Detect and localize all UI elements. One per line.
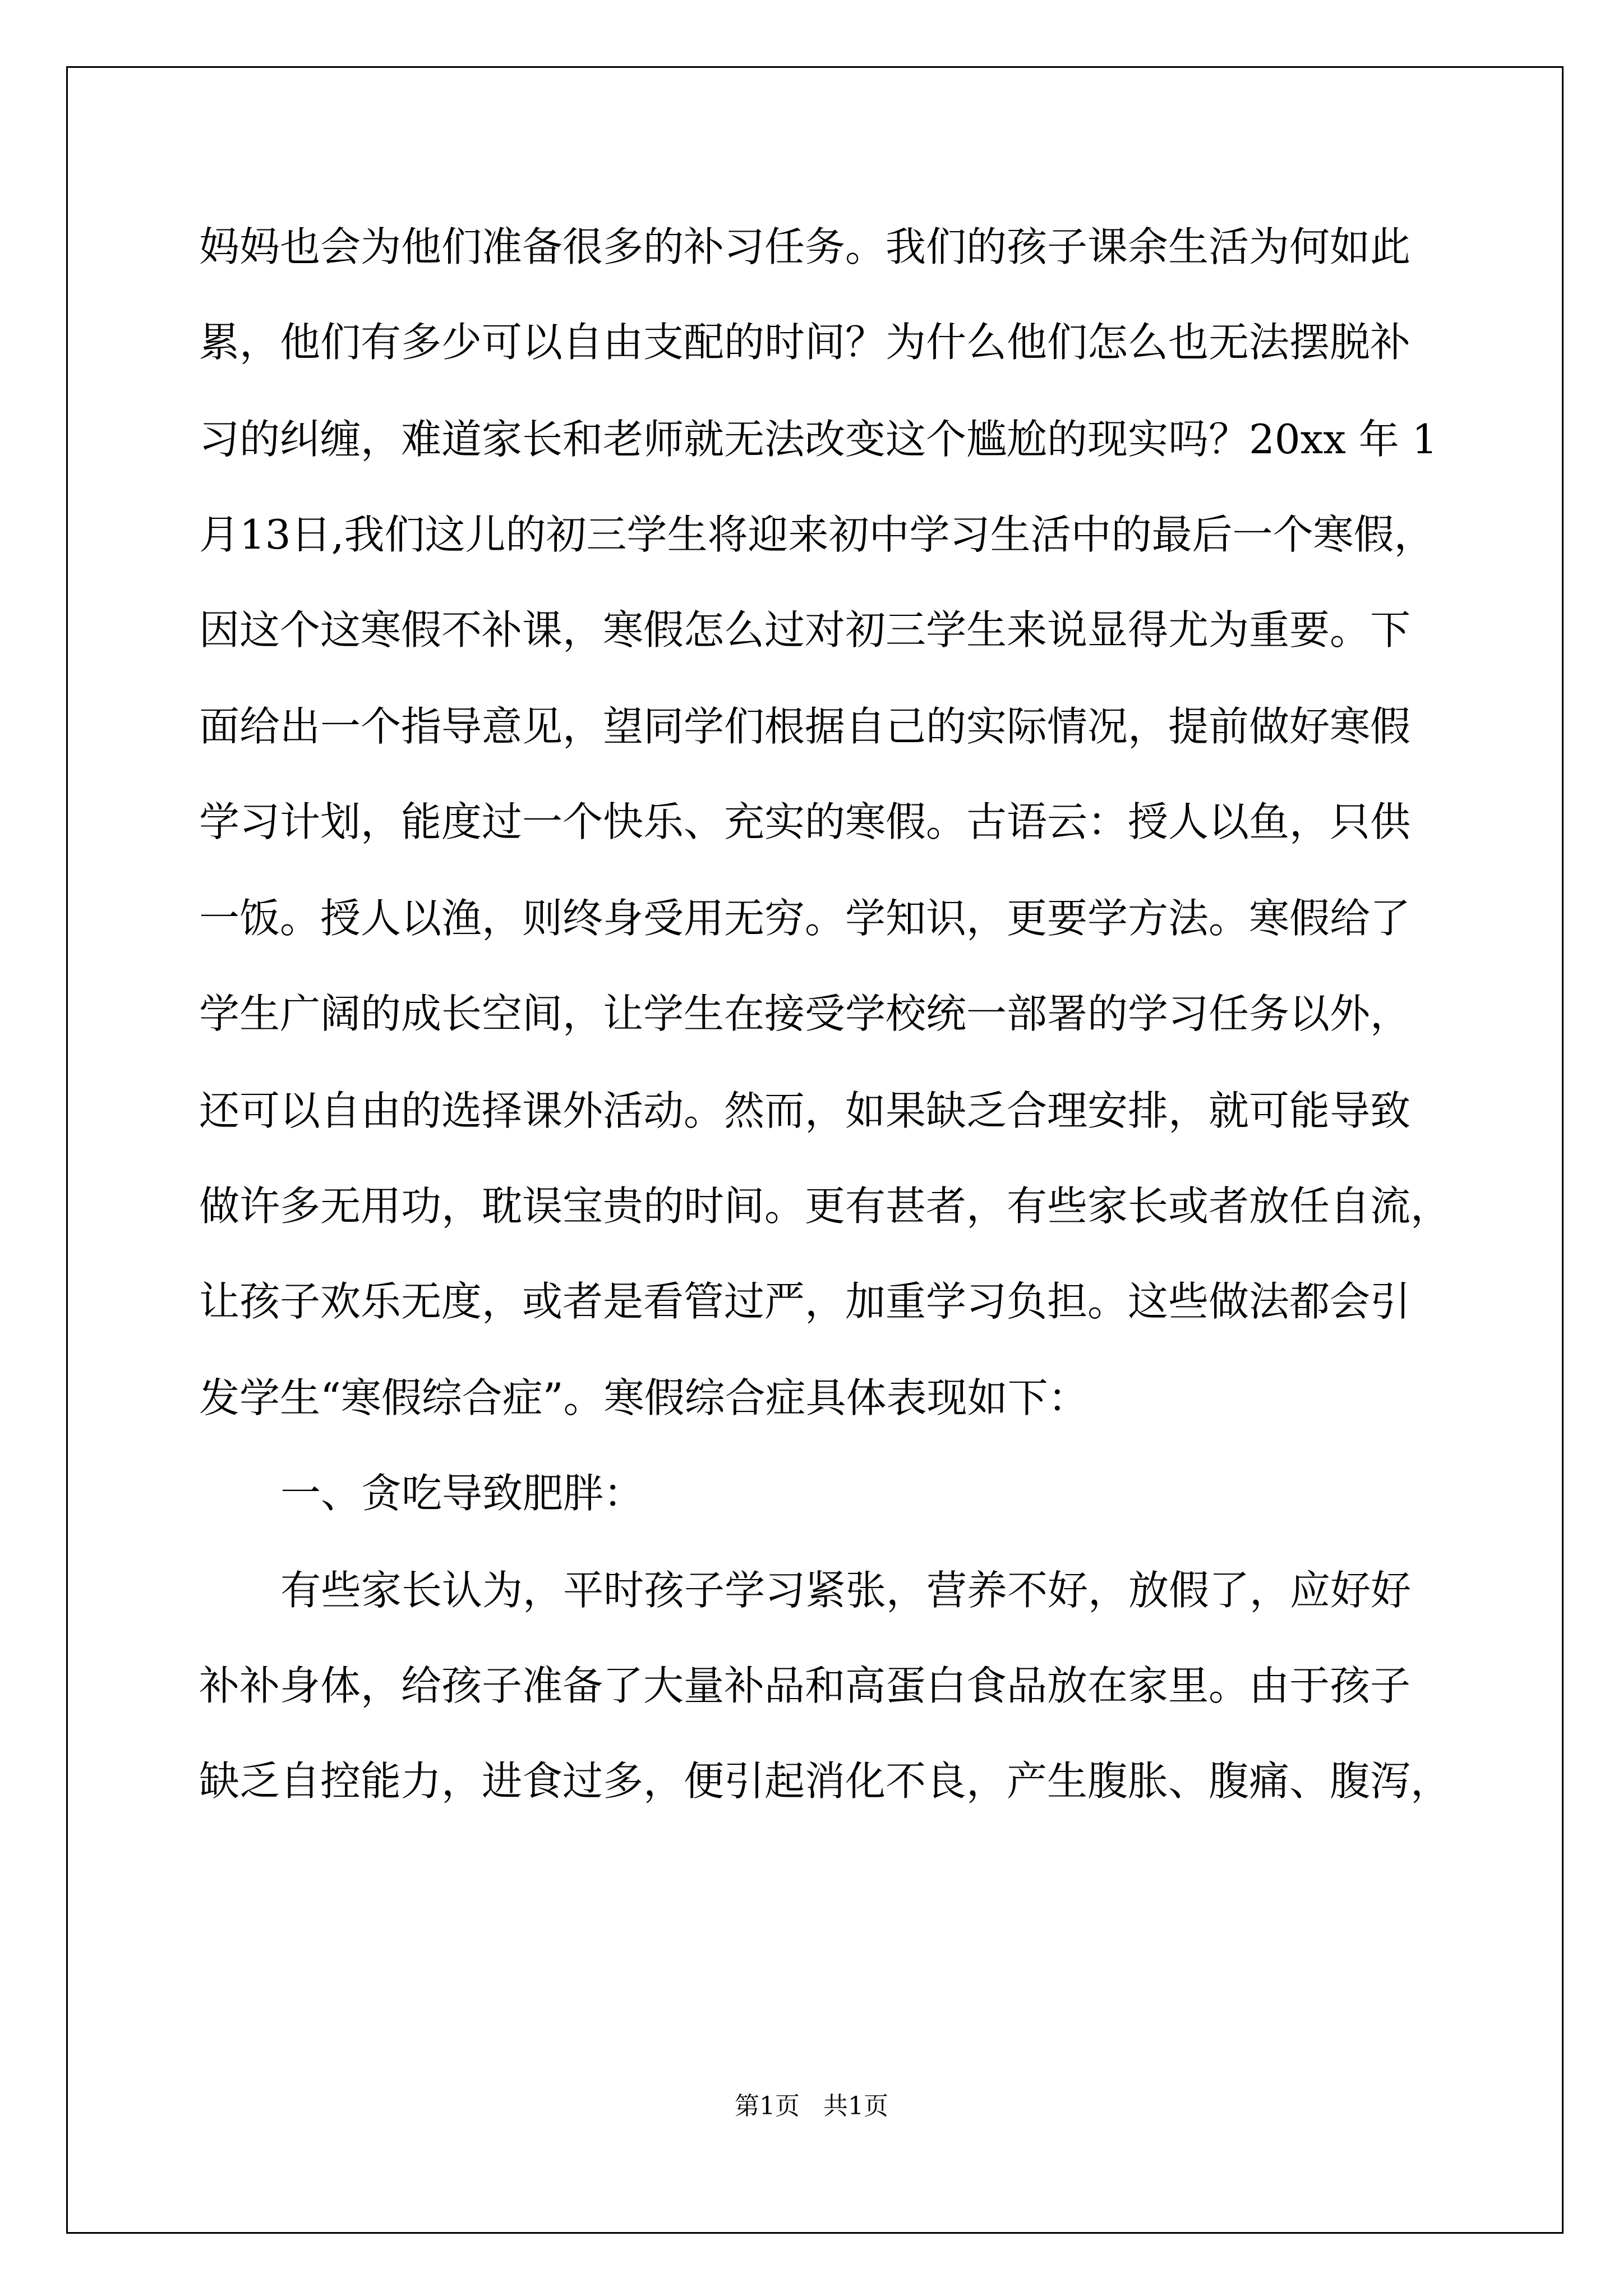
text-line-11: 做许多无用功，耽误宝贵的时间。更有甚者，有些家长或者放任自流， <box>199 1182 1451 1230</box>
text-line-4: 月13日,我们这儿的初三学生将迎来初中学习生活中的最后一个寒假， <box>199 511 1435 558</box>
text-line-17: 缺乏自控能力，进食过多，便引起消化不良，产生腹胀、腹痛、腹泻， <box>199 1757 1451 1805</box>
text-line-10: 还可以自由的选择课外活动。然而，如果缺乏合理安排，就可能导致 <box>199 1087 1411 1134</box>
text-line-15: 有些家长认为，平时孩子学习紧张，营养不好，放假了，应好好 <box>280 1567 1412 1614</box>
page-border <box>66 66 1564 2234</box>
text-line-12: 让孩子欢乐无度，或者是看管过严，加重学习负担。这些做法都会引 <box>199 1278 1411 1325</box>
text-line-9: 学生广阔的成长空间，让学生在接受学校统一部署的学习任务以外， <box>199 990 1411 1037</box>
text-line-5: 因这个这寒假不补课，寒假怎么过对初三学生来说显得尤为重要。下 <box>199 606 1411 654</box>
text-line-16: 补补身体，给孩子准备了大量补品和高蛋白食品放在家里。由于孩子 <box>199 1662 1411 1709</box>
text-line-2: 累，他们有多少可以自由支配的时间？为什么他们怎么也无法摆脱补 <box>199 319 1411 366</box>
section-heading: 一、贪吃导致肥胖： <box>280 1470 644 1517</box>
page-footer: 第1页 共1页 <box>735 2092 888 2120</box>
text-line-6: 面给出一个指导意见，望同学们根据自己的实际情况，提前做好寒假 <box>199 703 1411 750</box>
text-line-7: 学习计划，能度过一个快乐、充实的寒假。古语云：授人以鱼，只供 <box>199 798 1411 845</box>
text-line-1: 妈妈也会为他们准备很多的补习任务。我们的孩子课余生活为何如此 <box>199 223 1411 270</box>
text-line-13: 发学生“寒假综合症”。寒假综合症具体表现如下： <box>199 1374 1089 1421</box>
text-line-8: 一饭。授人以渔，则终身受用无穷。学知识，更要学方法。寒假给了 <box>199 895 1411 942</box>
text-line-3: 习的纠缠，难道家长和老师就无法改变这个尴尬的现实吗？20xx 年 1 <box>199 416 1438 463</box>
